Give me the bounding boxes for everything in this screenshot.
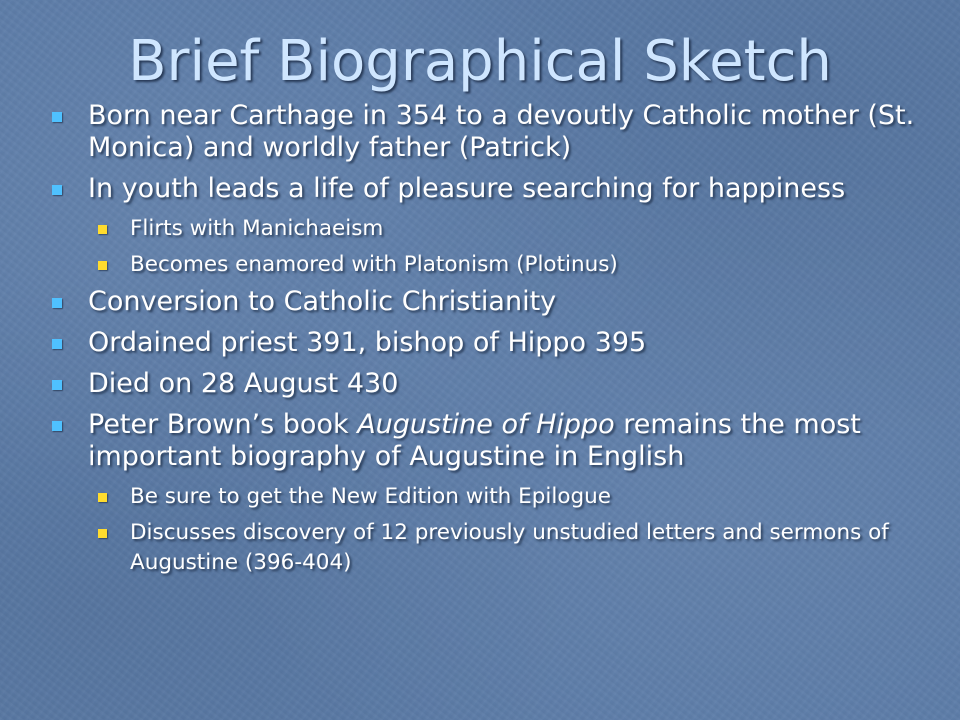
- bullet-text: Ordained priest 391, bishop of Hippo 395: [88, 327, 647, 358]
- sub-bullet-item-letters: [48, 518, 928, 578]
- square-bullet-icon: [52, 112, 62, 122]
- bullet-text: In youth leads a life of pleasure searching for happiness: [88, 173, 846, 204]
- sub-bullet-text: Discusses discovery of 12 previously unstudied letters and sermons of Augustine (396-404): [130, 520, 889, 575]
- bullet-text: [88, 409, 928, 473]
- square-sub-bullet-icon: [98, 225, 107, 234]
- bullet-text: Conversion to Catholic Christianity: [88, 286, 557, 317]
- bullet-text: Born near Carthage in 354 to a devoutly Catholic mother (St. Monica) and worldly father (Patrick): [88, 100, 915, 163]
- bullet-text-before: Peter Brown’s book: [88, 409, 358, 440]
- bullet-list: [48, 100, 928, 584]
- sub-bullet-item-manichaeism: [48, 214, 928, 244]
- square-bullet-icon: [52, 380, 62, 390]
- bullet-text-after: remains the most important biography of Augustine in English: [88, 409, 861, 472]
- bullet-item-conversion: [48, 286, 928, 318]
- slide-title: Brief Biographical Sketch: [128, 29, 832, 94]
- bullet-item-death: [48, 368, 928, 400]
- square-sub-bullet-icon: [98, 261, 107, 270]
- sub-bullet-text: Be sure to get the New Edition with Epilogue: [130, 484, 611, 509]
- bullet-text: Died on 28 August 430: [88, 368, 399, 399]
- bullet-item-youth: [48, 173, 928, 205]
- sub-bullet-item-platonism: [48, 250, 928, 280]
- square-sub-bullet-icon: [98, 529, 107, 538]
- book-title: Augustine of Hippo: [357, 409, 615, 440]
- square-sub-bullet-icon: [98, 493, 107, 502]
- sub-bullet-item-new-edition: [48, 482, 928, 512]
- bullet-item-birth: [48, 100, 928, 164]
- square-bullet-icon: [52, 298, 62, 308]
- bullet-item-ordained: [48, 327, 928, 359]
- square-bullet-icon: [52, 339, 62, 349]
- sub-bullet-text: Flirts with Manichaeism: [130, 216, 384, 241]
- bullet-item-biography: [48, 409, 928, 473]
- square-bullet-icon: [52, 185, 62, 195]
- square-bullet-icon: [52, 421, 62, 431]
- sub-bullet-text: Becomes enamored with Platonism (Plotinus): [130, 252, 618, 277]
